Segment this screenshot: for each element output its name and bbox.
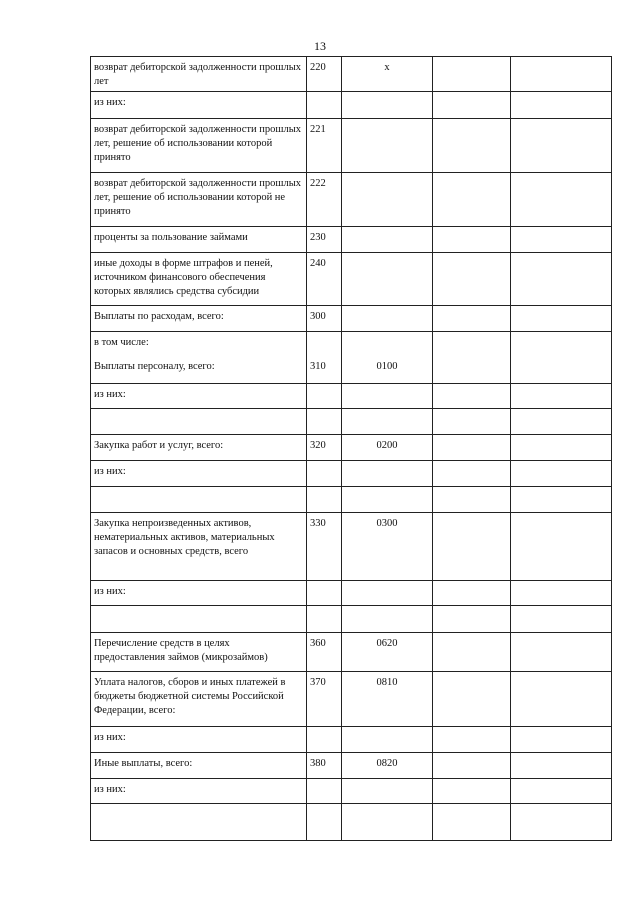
- row-name: [91, 804, 307, 841]
- value-cell: [511, 435, 612, 461]
- row-code-cell: [307, 332, 342, 384]
- row-kbk: [342, 119, 433, 173]
- page-number: 13: [314, 39, 326, 53]
- row-kbk: [342, 581, 433, 606]
- row-kbk: [342, 227, 433, 253]
- table-row: [91, 633, 612, 672]
- value-cell: [433, 332, 511, 384]
- row-kbk: [342, 779, 433, 804]
- row-kbk: [342, 173, 433, 227]
- row-code: [307, 581, 342, 606]
- row-kbk: [342, 727, 433, 753]
- row-kbk: [342, 487, 433, 513]
- value-cell: [511, 753, 612, 779]
- row-kbk: 0200: [342, 435, 433, 461]
- value-cell: [511, 384, 612, 409]
- row-kbk: 0810: [342, 672, 433, 727]
- row-name: Закупка работ и услуг, всего:: [91, 435, 307, 461]
- value-cell: [511, 606, 612, 633]
- row-name: Уплата налогов, сборов и иных платежей в бюджеты бюджетной системы Российской Федерации, всего:: [91, 672, 307, 727]
- row-name: возврат дебиторской задолженности прошлых лет, решение об использовании которой не принято: [91, 173, 307, 227]
- table-row: [91, 435, 612, 461]
- value-cell: [511, 332, 612, 384]
- value-cell: [433, 173, 511, 227]
- row-name: из них:: [91, 461, 307, 487]
- value-cell: [433, 487, 511, 513]
- row-code: 360: [307, 633, 342, 672]
- row-code: [307, 727, 342, 753]
- row-kbk: 0820: [342, 753, 433, 779]
- table-row: [91, 513, 612, 581]
- value-cell: [511, 253, 612, 306]
- value-cell: [511, 227, 612, 253]
- row-name: из них:: [91, 727, 307, 753]
- table-row: [91, 92, 612, 119]
- value-cell: [433, 409, 511, 435]
- row-kbk: x: [342, 57, 433, 92]
- row-name: возврат дебиторской задолженности прошлых лет: [91, 57, 307, 92]
- row-name: Выплаты персоналу, всего:: [94, 361, 215, 372]
- row-name: из них:: [91, 581, 307, 606]
- value-cell: [433, 804, 511, 841]
- value-cell: [433, 779, 511, 804]
- value-cell: [433, 435, 511, 461]
- row-code: [307, 779, 342, 804]
- row-code: [307, 606, 342, 633]
- table-row: [91, 672, 612, 727]
- row-name: [91, 487, 307, 513]
- value-cell: [433, 253, 511, 306]
- row-name: из них:: [91, 384, 307, 409]
- value-cell: [511, 581, 612, 606]
- table-row: [91, 332, 612, 384]
- value-cell: [433, 57, 511, 92]
- row-kbk-cell: [342, 332, 433, 384]
- row-kbk: 0620: [342, 633, 433, 672]
- value-cell: [511, 672, 612, 727]
- row-code: 370: [307, 672, 342, 727]
- row-code: 380: [307, 753, 342, 779]
- row-name-cell: [91, 332, 307, 384]
- table-row: [91, 804, 612, 841]
- table-row: [91, 606, 612, 633]
- value-cell: [433, 119, 511, 173]
- value-cell: [511, 727, 612, 753]
- row-name: проценты за пользование займами: [91, 227, 307, 253]
- value-cell: [511, 461, 612, 487]
- value-cell: [433, 581, 511, 606]
- value-cell: [511, 92, 612, 119]
- table-row: [91, 253, 612, 306]
- value-cell: [511, 633, 612, 672]
- row-name: Иные выплаты, всего:: [91, 753, 307, 779]
- row-code: 221: [307, 119, 342, 173]
- table-row: [91, 487, 612, 513]
- table-row: [91, 461, 612, 487]
- row-kbk: [342, 606, 433, 633]
- row-name: возврат дебиторской задолженности прошлых лет, решение об использовании которой принято: [91, 119, 307, 173]
- value-cell: [433, 633, 511, 672]
- row-code: [307, 92, 342, 119]
- value-cell: [433, 227, 511, 253]
- table-row: [91, 753, 612, 779]
- row-code: 220: [307, 57, 342, 92]
- row-name: иные доходы в форме штрафов и пеней, источником финансового обеспечения которых являлись средства субсидии: [91, 253, 307, 306]
- value-cell: [433, 384, 511, 409]
- row-kbk: [342, 306, 433, 332]
- table-row: [91, 173, 612, 227]
- table-row: [91, 57, 612, 92]
- value-cell: [433, 606, 511, 633]
- row-code: 310: [310, 361, 326, 372]
- value-cell: [433, 513, 511, 581]
- value-cell: [511, 306, 612, 332]
- value-cell: [511, 57, 612, 92]
- value-cell: [433, 727, 511, 753]
- row-kbk: [342, 92, 433, 119]
- value-cell: [433, 92, 511, 119]
- table-row: [91, 227, 612, 253]
- value-cell: [511, 173, 612, 227]
- row-kbk: [342, 461, 433, 487]
- table-row: [91, 384, 612, 409]
- row-kbk: 0100: [376, 361, 398, 372]
- table-row: [91, 409, 612, 435]
- value-cell: [511, 513, 612, 581]
- row-code: [307, 804, 342, 841]
- row-code: [307, 384, 342, 409]
- value-cell: [433, 461, 511, 487]
- value-cell: [511, 119, 612, 173]
- row-code: [307, 487, 342, 513]
- row-code: 330: [307, 513, 342, 581]
- row-kbk: [342, 804, 433, 841]
- row-name: [91, 606, 307, 633]
- row-kbk: 0300: [342, 513, 433, 581]
- value-cell: [433, 306, 511, 332]
- row-code: 230: [307, 227, 342, 253]
- table-row: [91, 119, 612, 173]
- row-name: из них:: [91, 92, 307, 119]
- row-code: 320: [307, 435, 342, 461]
- row-kbk: [342, 384, 433, 409]
- value-cell: [511, 487, 612, 513]
- table-row: [91, 306, 612, 332]
- financial-report-table: [90, 56, 612, 841]
- table-row: [91, 779, 612, 804]
- row-name: Выплаты по расходам, всего:: [91, 306, 307, 332]
- row-code: 222: [307, 173, 342, 227]
- row-kbk: [342, 253, 433, 306]
- row-code: 300: [307, 306, 342, 332]
- table-row: [91, 727, 612, 753]
- value-cell: [511, 804, 612, 841]
- row-name: Перечисление средств в целях предоставления займов (микрозаймов): [91, 633, 307, 672]
- row-name: [91, 409, 307, 435]
- value-cell: [511, 779, 612, 804]
- row-prefix: в том числе:: [94, 337, 149, 348]
- row-code: [307, 409, 342, 435]
- value-cell: [433, 753, 511, 779]
- row-name: Закупка непроизведенных активов, нематериальных активов, материальных запасов и основных средств, всего: [91, 513, 307, 581]
- row-code: [307, 461, 342, 487]
- row-name: из них:: [91, 779, 307, 804]
- row-kbk: [342, 409, 433, 435]
- value-cell: [511, 409, 612, 435]
- table-row: [91, 581, 612, 606]
- row-code: 240: [307, 253, 342, 306]
- value-cell: [433, 672, 511, 727]
